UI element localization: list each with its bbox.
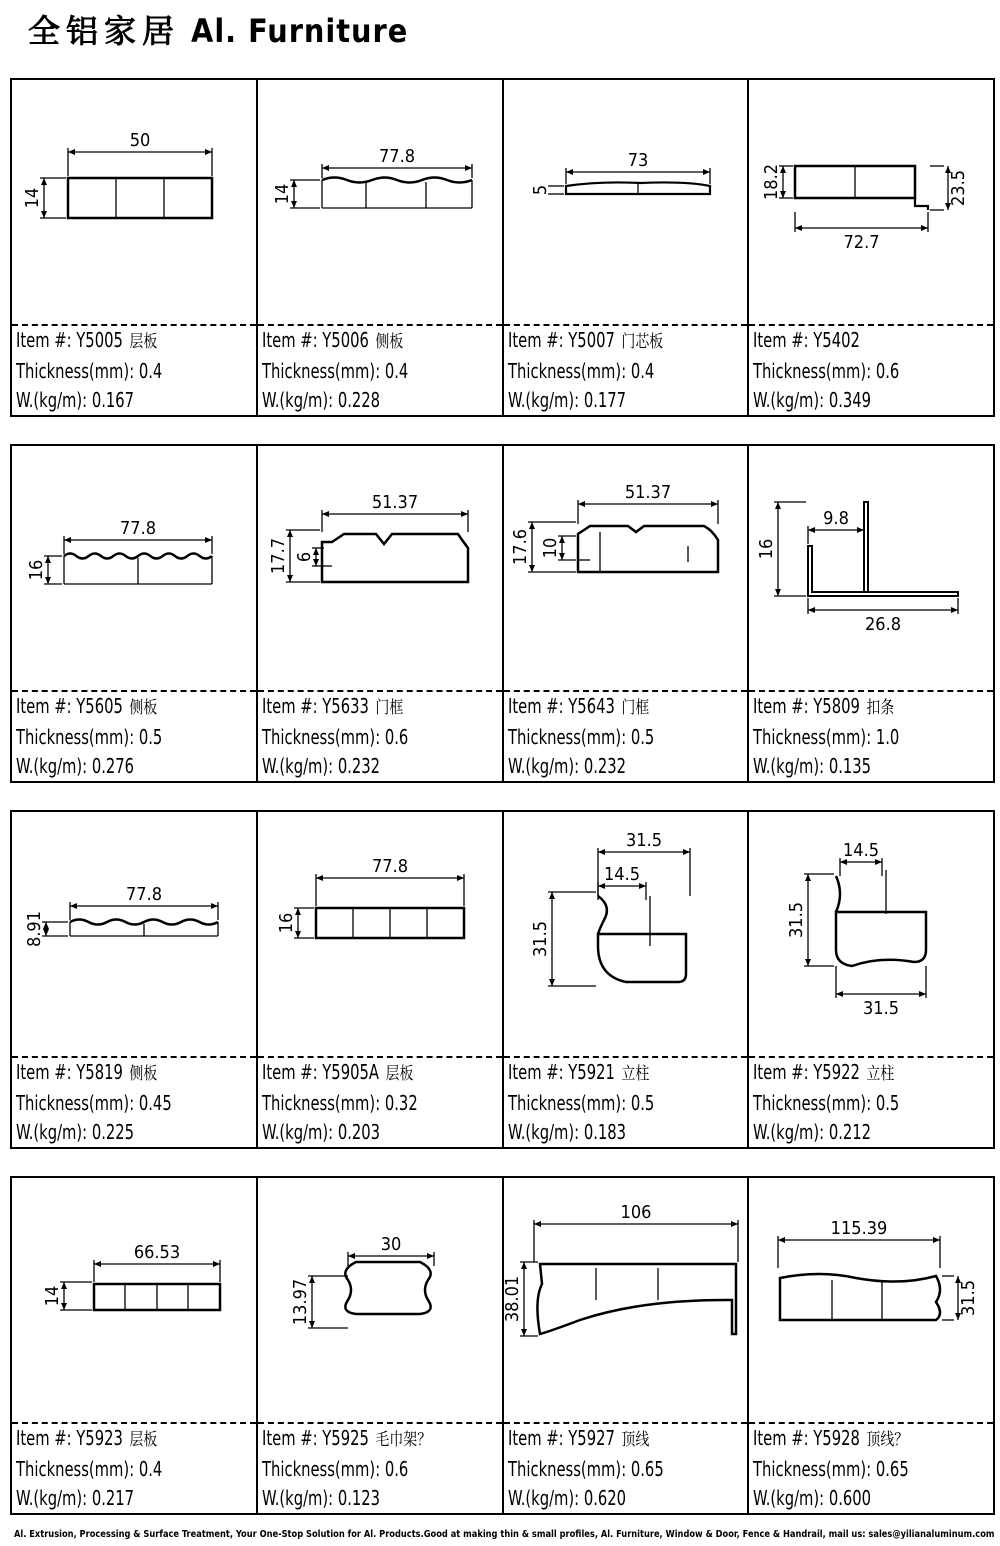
weight-value: 0.232 bbox=[337, 754, 380, 778]
dimension-label: 77.8 bbox=[119, 518, 157, 539]
thickness-label: Thickness(mm): bbox=[507, 359, 626, 383]
item-label: Item #: bbox=[16, 328, 72, 352]
item-code: Y5927 bbox=[567, 1426, 615, 1450]
item-label: Item #: bbox=[261, 1426, 318, 1450]
dimension-label: 115.39 bbox=[830, 1218, 888, 1239]
weight-label: W.(kg/m): bbox=[261, 1486, 333, 1510]
item-name-cn: 顶线 bbox=[620, 1430, 649, 1450]
dimension-label: 50 bbox=[129, 130, 151, 151]
dimension-label: 18.2 bbox=[761, 163, 782, 201]
dimension-label: 26.8 bbox=[864, 614, 902, 635]
profile-drawing-y5905a bbox=[276, 856, 464, 938]
weight-label: W.(kg/m): bbox=[16, 388, 88, 412]
item-code: Y5928 bbox=[813, 1426, 861, 1450]
item-label: Item #: bbox=[507, 328, 564, 352]
profile-drawing-y5809 bbox=[756, 502, 958, 635]
item-label: Item #: bbox=[16, 1426, 72, 1450]
weight-value: 0.123 bbox=[337, 1486, 380, 1510]
thickness-value: 0.4 bbox=[384, 359, 409, 383]
item-label: Item #: bbox=[261, 694, 318, 718]
item-code: Y5921 bbox=[567, 1060, 615, 1084]
profile-drawing-y5927 bbox=[502, 1202, 738, 1336]
thickness-value: 1.0 bbox=[876, 725, 900, 749]
profile-drawing-y5605 bbox=[26, 518, 212, 584]
thickness-value: 0.65 bbox=[630, 1457, 664, 1481]
item-name-cn: 毛巾架？ bbox=[375, 1430, 431, 1450]
dimension-label: 5 bbox=[530, 184, 551, 196]
weight-value: 0.232 bbox=[583, 754, 626, 778]
item-label: Item #: bbox=[261, 328, 318, 352]
weight-label: W.(kg/m): bbox=[507, 388, 579, 412]
weight-value: 0.276 bbox=[91, 754, 135, 778]
item-code: Y5923 bbox=[76, 1426, 123, 1450]
page-title-en: Al. Furniture bbox=[191, 12, 409, 50]
dimension-label: 23.5 bbox=[948, 169, 969, 207]
weight-value: 0.600 bbox=[829, 1486, 872, 1510]
thickness-value: 0.65 bbox=[876, 1457, 909, 1481]
thickness-value: 0.5 bbox=[630, 725, 654, 749]
weight-label: W.(kg/m): bbox=[16, 754, 88, 778]
item-code: Y5007 bbox=[567, 328, 615, 352]
thickness-label: Thickness(mm): bbox=[507, 1091, 626, 1115]
weight-label: W.(kg/m): bbox=[753, 754, 825, 778]
dimension-label: 66.53 bbox=[133, 1242, 181, 1263]
item-label: Item #: bbox=[507, 1060, 564, 1084]
weight-label: W.(kg/m): bbox=[261, 388, 333, 412]
thickness-value: 0.5 bbox=[630, 1091, 654, 1115]
thickness-value: 0.45 bbox=[138, 1091, 172, 1115]
thickness-label: Thickness(mm): bbox=[753, 1457, 872, 1481]
thickness-label: Thickness(mm): bbox=[16, 1091, 135, 1115]
thickness-label: Thickness(mm): bbox=[753, 725, 872, 749]
thickness-value: 0.5 bbox=[876, 1091, 900, 1115]
profile-drawing-y5633 bbox=[268, 492, 468, 582]
profile-drawing-y5922 bbox=[786, 840, 926, 1019]
dimension-label: 77.8 bbox=[125, 884, 163, 905]
item-name-cn: 侧板 bbox=[375, 332, 404, 352]
thickness-value: 0.6 bbox=[384, 725, 409, 749]
weight-value: 0.167 bbox=[91, 388, 135, 412]
thickness-label: Thickness(mm): bbox=[261, 1457, 380, 1481]
item-code: Y5006 bbox=[322, 328, 369, 352]
dimension-label: 16 bbox=[26, 559, 47, 581]
item-name-cn: 门框 bbox=[375, 698, 404, 718]
dimension-label: 77.8 bbox=[371, 856, 409, 877]
weight-label: W.(kg/m): bbox=[753, 1120, 825, 1144]
weight-value: 0.225 bbox=[91, 1120, 135, 1144]
item-code: Y5633 bbox=[322, 694, 369, 718]
weight-value: 0.620 bbox=[583, 1486, 626, 1510]
thickness-value: 0.4 bbox=[138, 1457, 163, 1481]
dimension-label: 6 bbox=[294, 551, 315, 563]
item-label: Item #: bbox=[261, 1060, 318, 1084]
dimension-label: 8.91 bbox=[24, 910, 45, 948]
dimension-label: 17.7 bbox=[268, 537, 289, 575]
dimension-label: 16 bbox=[276, 912, 297, 934]
item-name-cn: 顶线？ bbox=[866, 1430, 909, 1450]
item-name-cn: 门框 bbox=[620, 698, 649, 718]
profile-drawing-y5925 bbox=[290, 1234, 434, 1328]
dimension-label: 14.5 bbox=[603, 864, 641, 885]
item-code: Y5925 bbox=[322, 1426, 369, 1450]
item-label: Item #: bbox=[16, 694, 72, 718]
profile-drawing-y5928 bbox=[778, 1218, 979, 1320]
profile-drawing-y5921 bbox=[530, 830, 690, 986]
weight-label: W.(kg/m): bbox=[753, 388, 825, 412]
thickness-value: 0.6 bbox=[384, 1457, 409, 1481]
dimension-label: 31.5 bbox=[530, 920, 551, 958]
item-code: Y5643 bbox=[567, 694, 615, 718]
thickness-label: Thickness(mm): bbox=[261, 725, 380, 749]
thickness-label: Thickness(mm): bbox=[261, 1091, 380, 1115]
dimension-label: 14 bbox=[22, 187, 43, 209]
dimension-label: 31.5 bbox=[958, 1279, 979, 1317]
weight-label: W.(kg/m): bbox=[507, 754, 579, 778]
weight-label: W.(kg/m): bbox=[261, 1120, 333, 1144]
dimension-label: 30 bbox=[380, 1234, 402, 1255]
item-name-cn: 立柱 bbox=[866, 1064, 895, 1084]
item-label: Item #: bbox=[507, 694, 564, 718]
footer-note: Al. Extrusion, Processing & Surface Treatment, Your One-Stop Solution for Al. Products.Good at making thin & small profiles, Al. Furniture, Window & Door, Fence & Handrail, mail us: sales@yilianaluminum.com bbox=[14, 1529, 995, 1540]
weight-value: 0.177 bbox=[583, 388, 626, 412]
weight-value: 0.135 bbox=[829, 754, 872, 778]
item-label: Item #: bbox=[753, 1426, 809, 1450]
item-name-cn: 层板 bbox=[385, 1064, 414, 1084]
item-code: Y5005 bbox=[76, 328, 123, 352]
thickness-value: 0.32 bbox=[384, 1091, 418, 1115]
dimension-label: 77.8 bbox=[378, 146, 416, 167]
dimension-label: 73 bbox=[627, 150, 649, 171]
profile-drawing-y5005 bbox=[22, 130, 212, 218]
dimension-label: 14.5 bbox=[842, 840, 880, 861]
thickness-label: Thickness(mm): bbox=[16, 725, 135, 749]
dimension-label: 72.7 bbox=[843, 232, 880, 253]
item-code: Y5402 bbox=[813, 328, 861, 352]
profile-drawing-y5923 bbox=[42, 1242, 220, 1310]
thickness-value: 0.6 bbox=[876, 359, 900, 383]
dimension-label: 51.37 bbox=[371, 492, 419, 513]
dimension-label: 13.97 bbox=[290, 1278, 311, 1326]
thickness-label: Thickness(mm): bbox=[16, 1457, 135, 1481]
dimension-label: 17.6 bbox=[510, 528, 531, 566]
dimension-label: 38.01 bbox=[502, 1275, 523, 1323]
dimension-label: 14 bbox=[272, 183, 293, 205]
dimension-label: 16 bbox=[756, 538, 777, 560]
dimension-label: 9.8 bbox=[823, 508, 849, 529]
weight-value: 0.212 bbox=[829, 1120, 872, 1144]
thickness-value: 0.4 bbox=[630, 359, 654, 383]
thickness-label: Thickness(mm): bbox=[507, 725, 626, 749]
thickness-label: Thickness(mm): bbox=[507, 1457, 626, 1481]
dimension-label: 14 bbox=[42, 1285, 63, 1307]
item-label: Item #: bbox=[753, 694, 809, 718]
item-name-cn: 侧板 bbox=[129, 698, 158, 718]
weight-label: W.(kg/m): bbox=[507, 1120, 579, 1144]
dimension-label: 31.5 bbox=[786, 901, 807, 939]
item-name-cn: 扣条 bbox=[866, 698, 895, 718]
dimension-label: 10 bbox=[540, 537, 561, 559]
item-label: Item #: bbox=[16, 1060, 72, 1084]
item-code: Y5809 bbox=[813, 694, 861, 718]
profile-drawing-y5643 bbox=[510, 482, 718, 572]
thickness-label: Thickness(mm): bbox=[261, 359, 380, 383]
item-code: Y5922 bbox=[813, 1060, 861, 1084]
weight-value: 0.228 bbox=[337, 388, 380, 412]
weight-value: 0.349 bbox=[829, 388, 872, 412]
weight-label: W.(kg/m): bbox=[16, 1120, 88, 1144]
dimension-label: 51.37 bbox=[624, 482, 672, 503]
thickness-value: 0.4 bbox=[138, 359, 163, 383]
weight-label: W.(kg/m): bbox=[507, 1486, 579, 1510]
item-name-cn: 侧板 bbox=[129, 1064, 158, 1084]
profile-drawing-y5006 bbox=[272, 146, 472, 208]
item-label: Item #: bbox=[753, 328, 809, 352]
profile-drawing-y5819 bbox=[24, 884, 218, 947]
item-code: Y5905A bbox=[322, 1060, 379, 1084]
thickness-label: Thickness(mm): bbox=[753, 1091, 872, 1115]
item-label: Item #: bbox=[753, 1060, 809, 1084]
item-label: Item #: bbox=[507, 1426, 564, 1450]
weight-label: W.(kg/m): bbox=[753, 1486, 825, 1510]
profile-drawing-y5402 bbox=[761, 164, 969, 253]
item-name-cn: 立柱 bbox=[620, 1064, 649, 1084]
weight-label: W.(kg/m): bbox=[261, 754, 333, 778]
item-code: Y5819 bbox=[76, 1060, 123, 1084]
thickness-label: Thickness(mm): bbox=[16, 359, 135, 383]
weight-label: W.(kg/m): bbox=[16, 1486, 88, 1510]
weight-value: 0.203 bbox=[337, 1120, 380, 1144]
dimension-label: 31.5 bbox=[862, 998, 900, 1019]
weight-value: 0.183 bbox=[583, 1120, 626, 1144]
thickness-label: Thickness(mm): bbox=[753, 359, 872, 383]
item-name-cn: 门芯板 bbox=[620, 332, 663, 352]
dimension-label: 106 bbox=[620, 1202, 652, 1223]
item-name-cn: 层板 bbox=[129, 332, 158, 352]
weight-value: 0.217 bbox=[91, 1486, 135, 1510]
profile-drawing-y5007 bbox=[530, 150, 710, 195]
page-title-cn: 全铝家居 bbox=[28, 12, 181, 50]
thickness-value: 0.5 bbox=[138, 725, 163, 749]
item-name-cn: 层板 bbox=[129, 1430, 158, 1450]
item-code: Y5605 bbox=[76, 694, 123, 718]
dimension-label: 31.5 bbox=[625, 830, 663, 851]
